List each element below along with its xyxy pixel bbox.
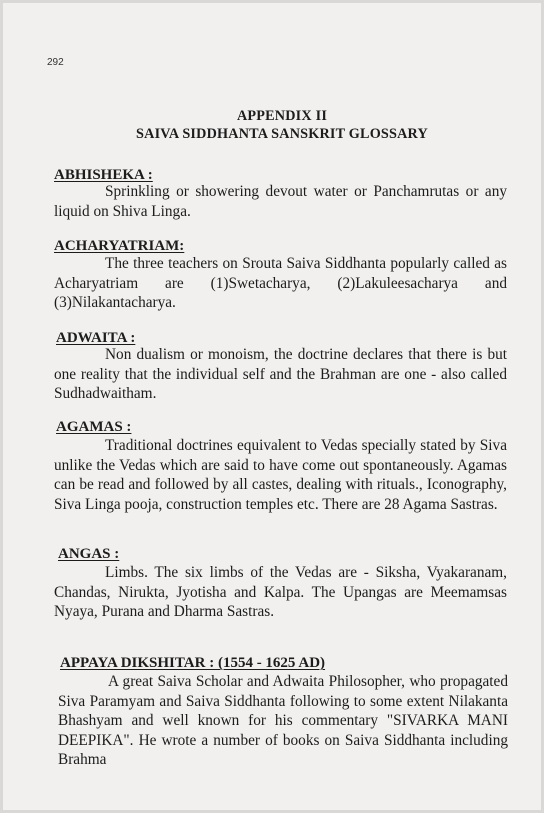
appendix-title: APPENDIX II xyxy=(236,108,328,124)
entry-definition-appaya-dikshitar: A great Saiva Scholar and Adwaita Philosopher, who propagated Siva Paramyam and Saiva Siddhanta following to some extent Nilakanta Bhashyam and well known for his commentary "SIVARKA MANI DEEPIKA". He wrote a number of books on Saiva Siddhanta including Brahma xyxy=(58,673,508,769)
entry-term-acharyatriam: ACHARYATRIAM: xyxy=(54,238,185,254)
glossary-title: SAIVA SIDDHANTA SANSKRIT GLOSSARY xyxy=(136,126,428,142)
entry-term-angas: ANGAS : xyxy=(58,546,120,562)
entry-definition-acharyatriam: The three teachers on Srouta Saiva Siddhanta popularly called as Acharyatriam are (1)Swetacharya, (2)Lakuleesacharya and (3)Nilakantacharya. xyxy=(54,255,507,312)
entry-definition-agamas: Traditional doctrines equivalent to Vedas specially stated by Siva unlike the Vedas which are said to have come out spontaneously. Agamas can be read and followed by all castes, dealing with rituals., Iconography, Siva Linga pooja, construction temples etc. There are 28 Agama Sastras. xyxy=(54,437,507,513)
entry-term-abhisheka: ABHISHEKA : xyxy=(54,167,153,183)
entry-definition-abhisheka: Sprinkling or showering devout water or Panchamrutas or any liquid on Shiva Linga. xyxy=(54,183,507,220)
entry-term-agamas: AGAMAS : xyxy=(56,419,132,435)
entry-definition-adwaita: Non dualism or monoism, the doctrine declares that there is but one reality that the individual self and the Brahman are one - also called Sudhadwaitham. xyxy=(54,346,507,403)
entry-definition-angas: Limbs. The six limbs of the Vedas are - Siksha, Vyakaranam, Chandas, Nirukta, Jyotisha and Kalpa. The Upangas are Meemamsas Nyaya, Purana and Dharma Sastras. xyxy=(54,564,507,621)
page-number: 292 xyxy=(47,57,64,68)
entry-term-appaya-dikshitar: APPAYA DIKSHITAR : (1554 - 1625 AD) xyxy=(60,655,326,671)
entry-term-adwaita: ADWAITA : xyxy=(56,330,136,346)
